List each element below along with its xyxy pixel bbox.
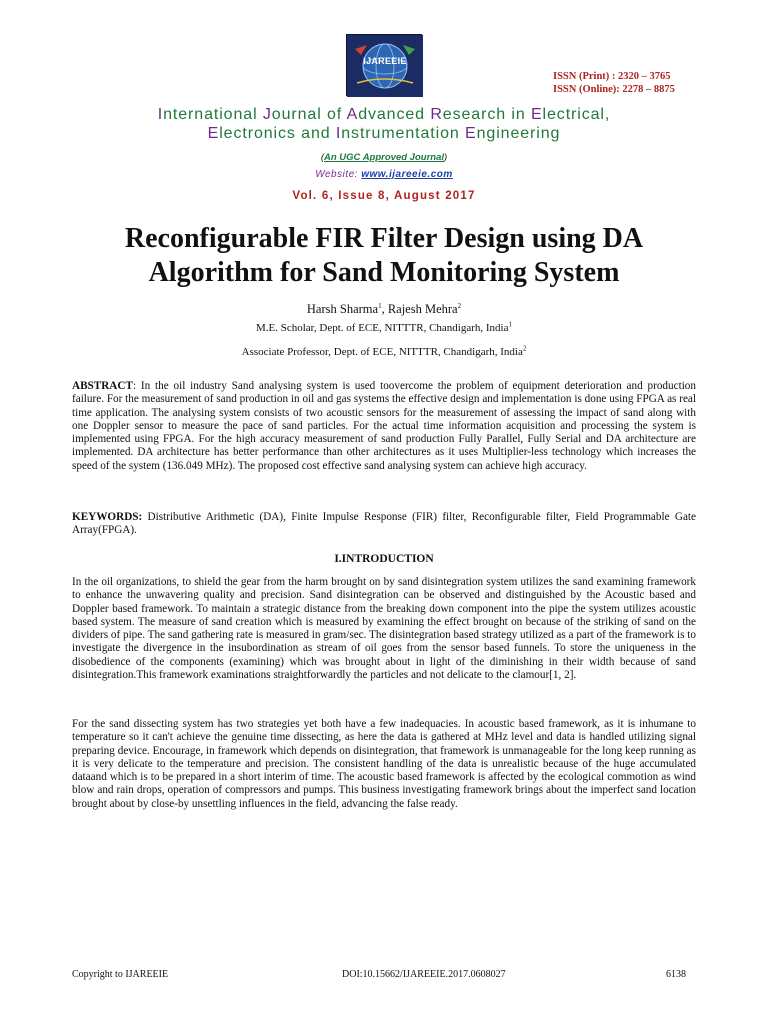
author-2: Rajesh Mehra [387, 302, 458, 316]
globe-icon [347, 35, 423, 97]
journal-title-word: nstrumentation [341, 125, 466, 142]
logo-text: IJAREEIE [363, 56, 407, 66]
ugc-link[interactable]: An UGC Approved Journal [324, 152, 444, 163]
journal-title-initial: E [207, 125, 220, 142]
journal-title-initial: E [465, 125, 477, 142]
journal-title-line2 [0, 125, 768, 143]
author-1-sup: 1 [378, 301, 382, 310]
website-label: Website: [315, 169, 362, 180]
journal-website [0, 169, 768, 180]
ugc-approval [0, 152, 768, 163]
journal-title-word: ngineering [476, 125, 561, 142]
keywords-label: KEYWORDS: [72, 511, 143, 523]
abstract-label: ABSTRACT [72, 380, 133, 392]
footer-copyright: Copyright to IJAREEIE [72, 969, 169, 980]
author-2-sup: 2 [457, 301, 462, 310]
journal-title-initial: R [430, 106, 443, 123]
intro-paragraph-2: For the sand dissecting system has two strategies yet both have a few inadequacies. In acoustic based framework, as it is inhumane to temperature so it can't achieve the genuine time dissecting, as here the data is gathered at MHz level and data is handled utilizing signal preparing device. Encourage, in framework which depends on disintegration, that framework is unmanageable for the long keep running as it is very delicate to the temperature and precision. The consistent handling of the data is unrealistic because of the huge accumulated dataand which is to be prepared in a short interim of time. The acoustic based framework is affected by the ecological commotion as wind blow and rain drops, operation of compressors and pumps. This business investigating framework brings about the imperfect sand location brought about by close-by unsettling influences in the field, advancing the false ready. [72, 718, 696, 810]
journal-title-initial: J [262, 106, 272, 123]
journal-logo [346, 34, 422, 96]
journal-title-initial: E [530, 106, 543, 123]
affiliation-2-text: Associate Professor, Dept. of ECE, NITTTR, Chandigarh, India [241, 346, 523, 358]
ugc-close-paren: ) [444, 152, 448, 163]
paper-title-line1: Reconfigurable FIR Filter Design using DA [124, 223, 644, 254]
journal-title-word: lectronics and [219, 125, 336, 142]
authors [0, 302, 768, 317]
journal-title-initial: I [335, 125, 342, 142]
paper-title [40, 222, 728, 290]
affiliation-2-sup: 2 [522, 344, 527, 353]
keywords-text: Distributive Arithmetic (DA), Finite Impulse Response (FIR) filter, Reconfigurable filter, Field Programmable Gate Array(FPGA). [72, 511, 696, 537]
affiliation-1 [0, 322, 768, 334]
ugc-open-paren: ( [320, 152, 324, 163]
website-link[interactable]: www.ijareeie.com [361, 169, 453, 180]
abstract [72, 380, 696, 473]
issn-block [553, 70, 675, 96]
volume-issue: Vol. 6, Issue 8, August 2017 [292, 190, 476, 202]
footer-page-number: 6138 [666, 969, 686, 980]
section-heading-introduction: I.INTRODUCTION [334, 553, 434, 565]
paper-title-line2: Algorithm for Sand Monitoring System [148, 257, 620, 288]
author-1: Harsh Sharma [306, 302, 379, 316]
journal-title-line1 [0, 106, 768, 124]
journal-title-initial: I [157, 106, 164, 123]
journal-title-word: esearch in [442, 106, 531, 123]
footer-doi: DOI:10.15662/IJAREEIE.2017.0608027 [342, 969, 506, 980]
issn-print: ISSN (Print) : 2320 – 3765 [553, 71, 671, 82]
journal-title-initial: A [346, 106, 359, 123]
intro-paragraph-1: In the oil organizations, to shield the gear from the harm brought on by sand disintegration system utilizes the sand examining framework to enhance the unwavering quality and precision. Sand disintegration can be observed and distinguished by the Acoustic based and Doppler based framework. To maintain a strategic distance from the breaking down component into the pipe the system utilizes acoustic based system. The measure of sand creation which is measured by examining the effect brought on because of the striking of sand on the dividers of pipe. The sand gathering rate is measured in gram/sec. The disintegration based strategy utilized as a part of the framework is to investigate the divergence in the insubordination as stream of oil goes from the sensor based funnels. To store the uniqueness in the disobedience of the components (examining) which was brought about in light of the diminishing in their width because of sand disintegration.This framework examinations straightforwardly the particles and not delicate to the clamour[1, 2]. [72, 576, 696, 682]
journal-title-word: nternational [163, 106, 263, 123]
affiliation-1-text: M.E. Scholar, Dept. of ECE, NITTTR, Chandigarh, India [255, 322, 509, 334]
affiliation-2 [0, 346, 768, 358]
abstract-text: : In the oil industry Sand analysing system is used toovercome the problem of equipment deterioration and production failure. For the measurement of sand production in oil and gas systems the effective design and implementation is done using FPGA as real time application. The analysing system consists of two acoustic sensors for the measurement of assessing the impact of sand along with one Doppler sensor to measure the pace of sand particles. For the actual time information acquisition and processing the system is implemented using FPGA. For the high accuracy measurement of sand production Fully Parallel, Fully Serial and DA architecture are implemented. DA architecture has better performance than other architectures as it uses Multiplier-less technology which increases the speed of the system (136.049 MHz). The proposed cost effective sand analysing system can achieve high accuracy. [72, 380, 696, 472]
journal-title-word: dvanced [358, 106, 431, 123]
keywords [72, 511, 696, 538]
journal-title-word: ournal of [271, 106, 347, 123]
journal-title-word: lectrical, [542, 106, 611, 123]
affiliation-1-sup: 1 [508, 320, 512, 329]
author-separator: , [381, 302, 388, 316]
issn-online: ISSN (Online): 2278 – 8875 [553, 84, 675, 95]
